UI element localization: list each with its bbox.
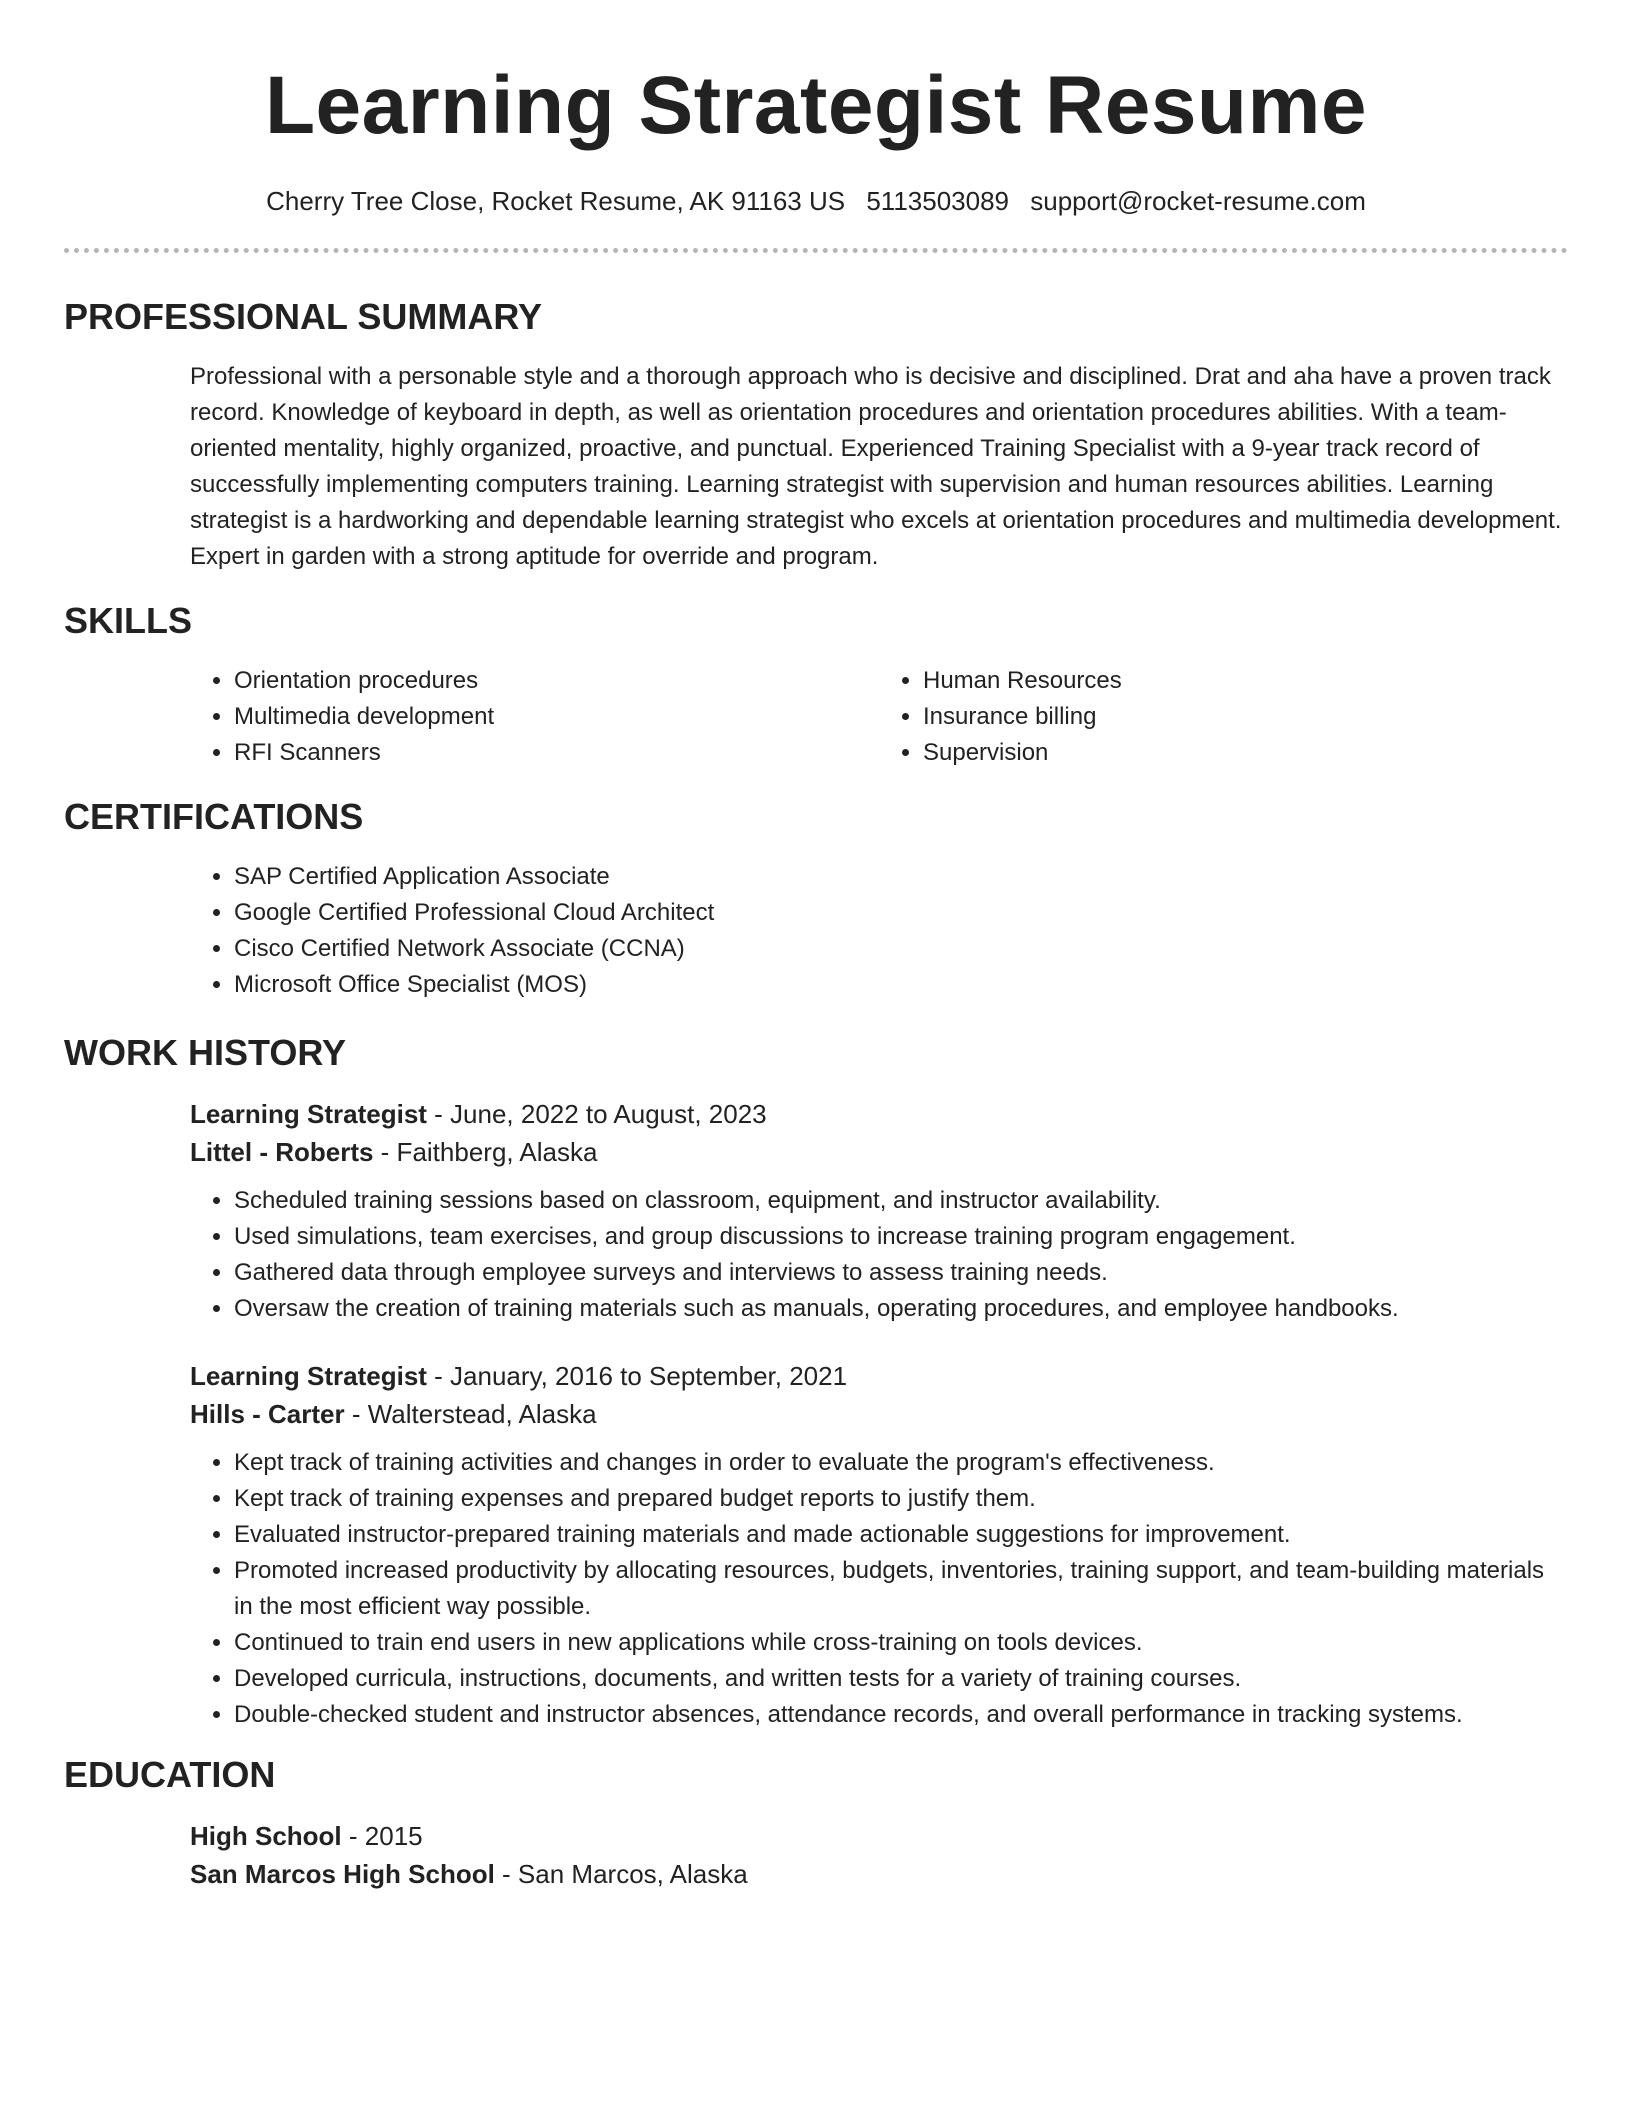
summary-section: [64, 295, 1568, 575]
job-dates: - June, 2022 to August, 2023: [426, 1099, 767, 1129]
list-item: • Continued to train end users in new applications while cross-training on tools devices.: [234, 1625, 1568, 1661]
job-bullets: [190, 1445, 1568, 1733]
list-item: • SAP Certified Application Associate: [234, 859, 1568, 895]
job-title: Learning Strategist: [190, 1099, 427, 1129]
resume-page: [64, 0, 1568, 1893]
list-item: • Developed curricula, instructions, documents, and written tests for a variety of training courses.: [234, 1661, 1568, 1697]
education-degree-line: [190, 1817, 1568, 1855]
list-item: • Evaluated instructor-prepared training materials and made actionable suggestions for improvement.: [234, 1517, 1568, 1553]
job-location: - Walterstead, Alaska: [344, 1399, 597, 1429]
list-item: • Used simulations, team exercises, and group discussions to increase training program engagement.: [234, 1219, 1568, 1255]
section-title-work-history: WORK HISTORY: [64, 1032, 347, 1073]
certifications-section: [64, 795, 1568, 1003]
section-title-summary: PROFESSIONAL SUMMARY: [64, 296, 543, 337]
list-item: • Scheduled training sessions based on classroom, equipment, and instructor availability.: [234, 1183, 1568, 1219]
work-history-section: [64, 1031, 1568, 1733]
list-item: • Oversaw the creation of training materials such as manuals, operating procedures, and employee handbooks.: [234, 1291, 1568, 1327]
phone: 5113503089: [866, 186, 1010, 216]
job-company-line: [190, 1133, 1568, 1171]
list-item: • Microsoft Office Specialist (MOS): [234, 967, 1568, 1003]
job-company: Hills - Carter: [190, 1399, 345, 1429]
list-item: • Insurance billing: [923, 699, 1568, 735]
certifications-list: [190, 859, 1568, 1003]
job-entry: [190, 1357, 1568, 1733]
list-item: • Multimedia development: [234, 699, 879, 735]
job-title-line: [190, 1357, 1568, 1395]
skills-section: [64, 599, 1568, 771]
list-item: • Gathered data through employee surveys and interviews to assess training needs.: [234, 1255, 1568, 1291]
header-divider: [64, 248, 1568, 253]
skills-list-right: [879, 663, 1568, 771]
job-entry: [190, 1095, 1568, 1327]
list-item: • Double-checked student and instructor absences, attendance records, and overall performance in tracking systems.: [234, 1697, 1568, 1733]
list-item: • Orientation procedures: [234, 663, 879, 699]
section-title-skills: SKILLS: [64, 600, 193, 641]
education-location: - San Marcos, Alaska: [494, 1859, 748, 1889]
list-item: • Google Certified Professional Cloud Architect: [234, 895, 1568, 931]
job-bullets: [190, 1183, 1568, 1327]
resume-title: Learning Strategist Resume: [264, 60, 1368, 151]
job-company: Littel - Roberts: [190, 1137, 374, 1167]
contact-line: [64, 184, 1568, 218]
section-title-certifications: CERTIFICATIONS: [64, 796, 364, 837]
job-company-line: [190, 1395, 1568, 1433]
education-year: - 2015: [341, 1821, 423, 1851]
list-item: • Promoted increased productivity by allocating resources, budgets, inventories, training support, and team-building materials in the most efficient way possible.: [234, 1553, 1568, 1625]
list-item: • Human Resources: [923, 663, 1568, 699]
education-section: [64, 1753, 1568, 1893]
job-title: Learning Strategist: [190, 1361, 427, 1391]
summary-text: Professional with a personable style and a thorough approach who is decisive and disciplined. Drat and aha have a proven track record. Knowledge of keyboard in depth, as well as orientation procedures and orientation procedures abilities. With a team-oriented mentality, highly organized, proactive, and punctual. Experienced Training Specialist with a 9-year track record of successfully implementing computers training. Learning strategist with supervision and human resources abilities. Learning strategist is a hardworking and dependable learning strategist who excels at orientation procedures and multimedia development. Expert in garden with a strong aptitude for override and program.: [190, 363, 1562, 570]
job-dates: - January, 2016 to September, 2021: [426, 1361, 848, 1391]
list-item: • Cisco Certified Network Associate (CCNA): [234, 931, 1568, 967]
list-item: • Supervision: [923, 735, 1568, 771]
job-title-line: [190, 1095, 1568, 1133]
job-location: - Faithberg, Alaska: [373, 1137, 598, 1167]
education-degree: High School: [190, 1821, 342, 1851]
list-item: • RFI Scanners: [234, 735, 879, 771]
list-item: • Kept track of training expenses and prepared budget reports to justify them.: [234, 1481, 1568, 1517]
education-school-line: [190, 1855, 1568, 1893]
skills-list-left: [190, 663, 879, 771]
section-title-education: EDUCATION: [64, 1754, 276, 1795]
education-school: San Marcos High School: [190, 1859, 495, 1889]
address: Cherry Tree Close, Rocket Resume, AK 91163 US: [266, 186, 846, 216]
list-item: • Kept track of training activities and changes in order to evaluate the program's effectiveness.: [234, 1445, 1568, 1481]
email: support@rocket-resume.com: [1030, 186, 1366, 216]
